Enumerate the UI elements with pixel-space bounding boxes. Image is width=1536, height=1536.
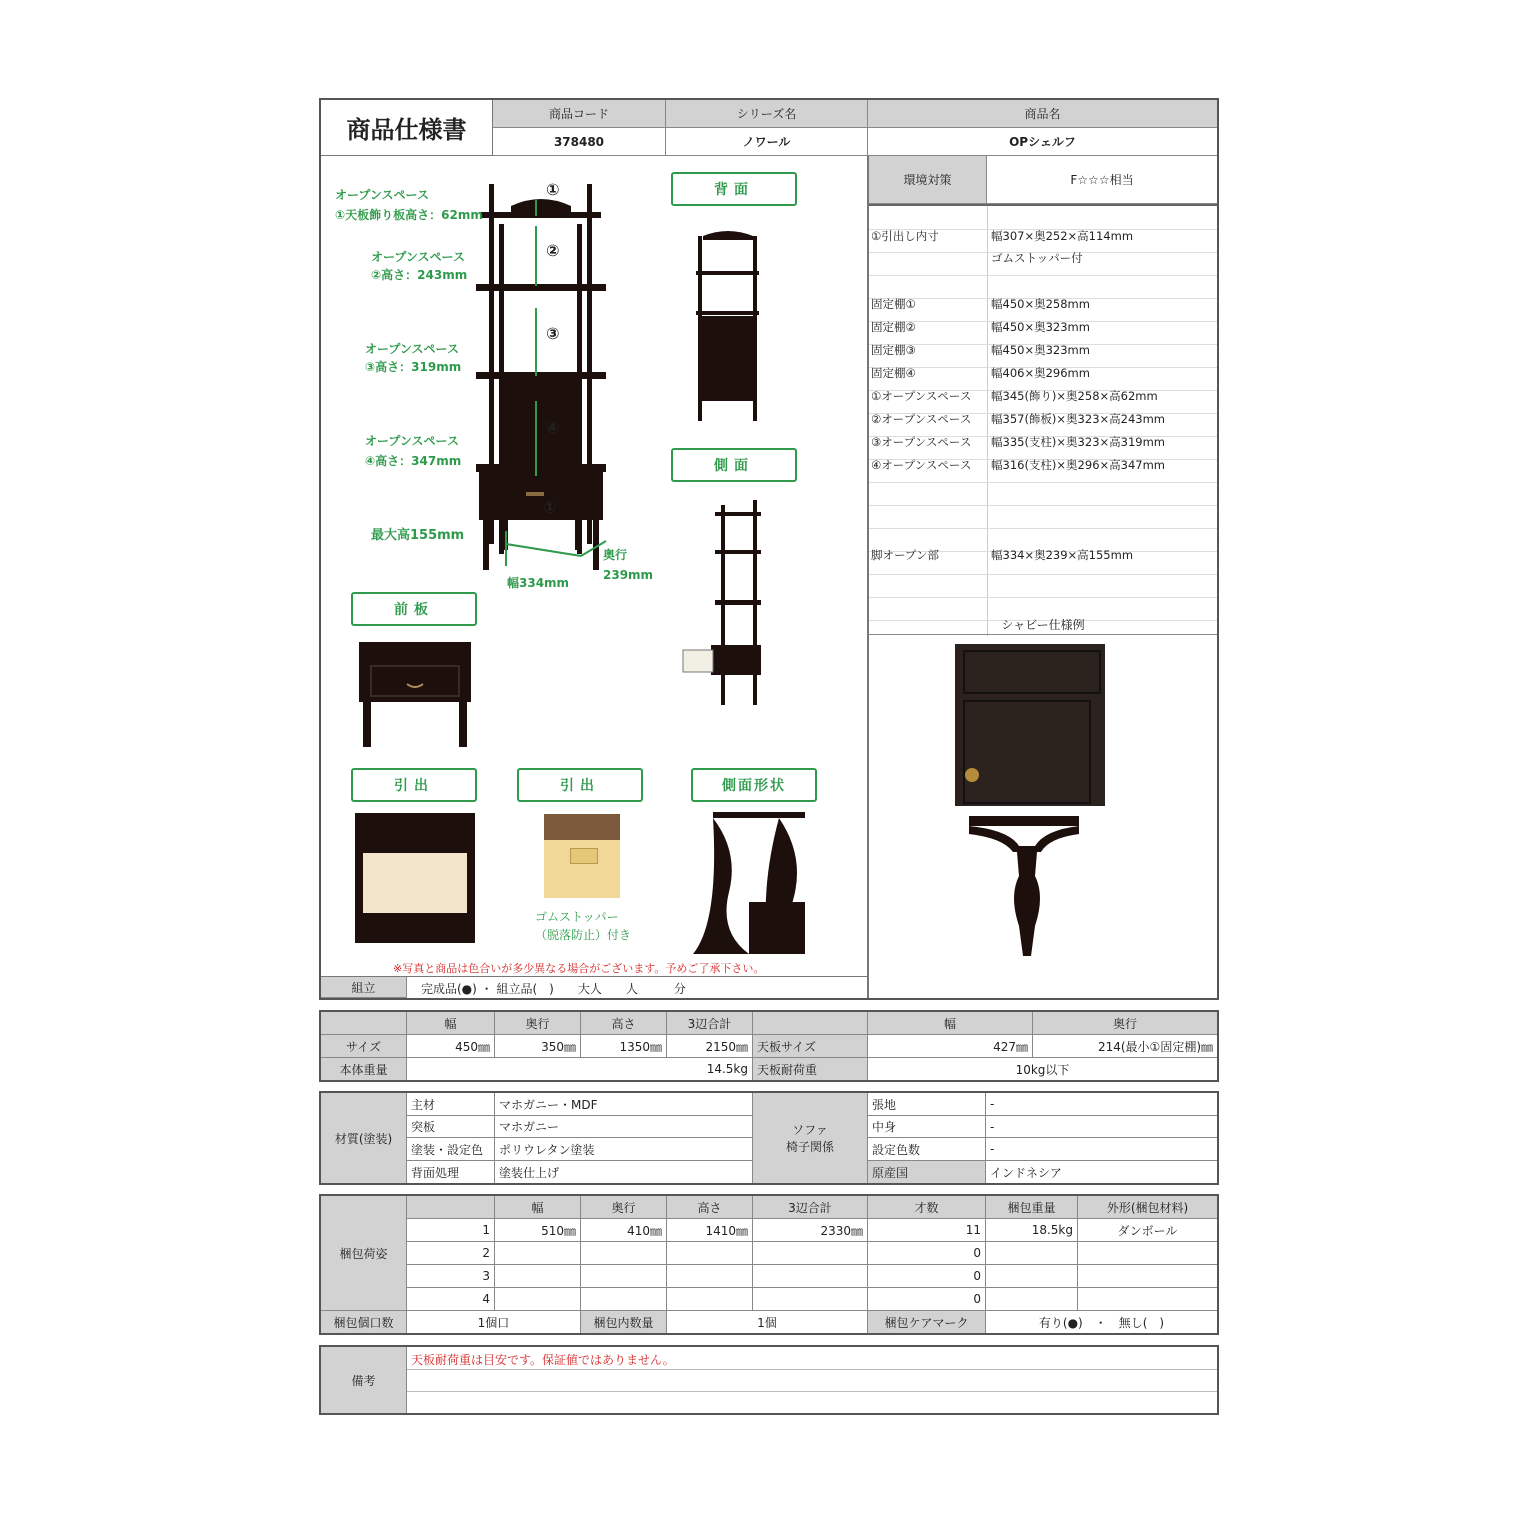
pack-row1-weight: 18.5kg [986,1219,1078,1242]
pack-header-height: 高さ [667,1196,753,1219]
open3-title: オープンスペース [365,342,459,356]
stopper-title: ゴムストッパー [535,910,619,924]
shabby-label: シャビー仕様例 [1001,618,1085,632]
top-depth: 214(最小①固定棚)㎜ [1033,1035,1217,1058]
material-key-back: 背面処理 [407,1161,495,1183]
product-name: OPシェルフ [868,128,1217,156]
sofa-label [753,1093,868,1183]
open4-title: オープンスペース [365,434,459,448]
spec-key-drawer: ①引出し内寸 [871,229,939,243]
depth-label: 奥行 [603,548,628,562]
open2-height: ②高さ：243mm [371,268,468,282]
size-header-width: 幅 [407,1012,495,1035]
spec-val-leg: 幅334×奥239×高155mm [991,548,1134,562]
size-width: 450㎜ [407,1035,495,1058]
label-drawer-2: 引出 [517,768,643,802]
drawer-image [355,813,475,943]
label-side: 側面 [671,448,797,482]
spec-val-shelf1: 幅450×奥258mm [991,297,1090,311]
depth-value: 239mm [603,568,654,582]
assembly-text: 完成品(●) ・ 組立品( ) 大人 人 分 [421,982,686,996]
side-shape-image [689,812,805,954]
spec-key-shelf4: 固定棚④ [871,366,916,380]
back-view-image [693,226,763,421]
material-val-veneer: マホガニー [495,1116,753,1138]
label-side-shape: 側面形状 [691,768,817,802]
spec-key-shelf2: 固定棚② [871,320,916,334]
open3-height: ③高さ：319mm [365,360,462,374]
spec-key-shelf1: 固定棚① [871,297,916,311]
spec-val-shelf4: 幅406×奥296mm [991,366,1090,380]
size-label: サイズ [321,1035,407,1058]
pack-header-sai: 才数 [868,1196,986,1219]
spec-key-leg: 脚オープン部 [871,548,939,562]
diagram-mark-1: ① [546,180,560,199]
stopper-subtitle: （脱落防止）付き [535,928,632,942]
sofa-val-origin: インドネシア [990,1165,1062,1180]
pack-header-depth: 奥行 [581,1196,667,1219]
size-header-depth: 奥行 [495,1012,581,1035]
pack-count-label: 梱包個口数 [321,1311,407,1333]
measurement-arrows [481,196,641,596]
pack-header-width: 幅 [495,1196,581,1219]
size-total: 2150㎜ [667,1035,753,1058]
material-key-paint: 塗装・設定色 [407,1138,495,1161]
pack-care-value: 有り(●) ・ 無し( ) [1038,1315,1165,1330]
pack-row1-material: ダンボール [1078,1219,1217,1242]
sofa-key-colors: 設定色数 [868,1138,986,1161]
spec-val-open1: 幅345(飾り)×奥258×高62mm [991,389,1158,403]
remarks-text: 天板耐荷重は目安です。保証値ではありません。 [411,1353,675,1367]
pack-row1-sai: 11 [868,1219,986,1242]
pack-row3-sai: 0 [868,1265,986,1288]
spec-key-shelf3: 固定棚③ [871,343,916,357]
top-header-depth: 奥行 [1033,1012,1217,1035]
color-notice: ※写真と商品は色合いが多少異なる場合がございます。予めご了承下さい。 [393,962,765,975]
open1-height: ①天板飾り板高さ：62mm [335,208,483,222]
env-label: 環境対策 [869,156,987,204]
spec-key-open3: ③オープンスペース [871,435,972,449]
pack-header-weight: 梱包重量 [986,1196,1078,1219]
size-header-height: 高さ [581,1012,667,1035]
pack-row1-total: 2330㎜ [753,1219,868,1242]
env-value: F☆☆☆相当 [987,156,1217,204]
weight-label: 本体重量 [321,1058,407,1080]
spec-val-shelf3: 幅450×奥323mm [991,343,1090,357]
sofa-key-fabric: 張地 [868,1093,986,1116]
open2-title: オープンスペース [371,250,465,264]
pack-row1-depth: 410㎜ [581,1219,667,1242]
label-drawer-1: 引出 [351,768,477,802]
side-view-image [681,500,771,705]
material-key-veneer: 突板 [407,1116,495,1138]
sofa-key-origin: 原産国 [868,1161,986,1183]
spec-val-shelf2: 幅450×奥323mm [991,320,1090,334]
material-val-back: 塗装仕上げ [495,1161,753,1183]
top-load-value: 10kg以下 [1015,1062,1070,1077]
remarks-label: 備考 [321,1347,407,1413]
material-val-paint: ポリウレタン塗装 [495,1138,753,1161]
sofa-label-1: ソファ [792,1123,828,1137]
spec-val-open3: 幅335(支柱)×奥323×高319mm [991,435,1165,449]
size-header-total: 3辺合計 [667,1012,753,1035]
top-load-label: 天板耐荷重 [753,1058,868,1080]
name-label: 商品名 [868,100,1217,128]
diagram-mark-3: ③ [546,324,560,343]
diagram-mark-4: ④ [546,418,560,437]
open4-height: ④高さ：347mm [365,454,462,468]
spec-val-stopper: ゴムストッパー付 [991,251,1083,265]
spec-sheet-top [319,98,1219,1000]
spec-val-open2: 幅357(飾板)×奥323×高243mm [991,412,1165,426]
pack-row1-no: 1 [407,1219,495,1242]
stopper-image [544,814,620,898]
series-name: ノワール [666,128,868,156]
spec-val-drawer: 幅307×奥252×高114mm [991,229,1134,243]
pack-row4-sai: 0 [868,1288,986,1311]
sofa-val-filling: - [986,1116,1217,1138]
pack-inner-value: 1個 [667,1311,868,1333]
pack-header-material: 外形(梱包材料) [1078,1196,1217,1219]
spec-val-open4: 幅316(支柱)×奥296×高347mm [991,458,1165,472]
product-code: 378480 [493,128,666,156]
pack-count-value: 1個口 [407,1311,581,1333]
top-header-width: 幅 [868,1012,1033,1035]
sofa-key-filling: 中身 [868,1116,986,1138]
pack-row2-no: 2 [407,1242,495,1265]
spec-key-open4: ④オープンスペース [871,458,972,472]
diagram-mark-2: ② [546,241,560,260]
weight-value: 14.5kg [407,1058,753,1080]
top-size-label: 天板サイズ [753,1035,868,1058]
sofa-val-fabric: - [986,1093,1217,1116]
sofa-val-colors: - [986,1138,1217,1161]
material-key-main: 主材 [407,1093,495,1116]
code-label: 商品コード [493,100,666,128]
pack-row1-width: 510㎜ [495,1219,581,1242]
pack-row2-sai: 0 [868,1242,986,1265]
shabby-sample-image [955,644,1105,806]
width-label: 幅334mm [507,576,570,590]
pack-row1-height: 1410㎜ [667,1219,753,1242]
pack-header-total: 3辺合計 [753,1196,868,1219]
pack-row4-no: 4 [407,1288,495,1311]
spec-key-open2: ②オープンスペース [871,412,972,426]
pack-care-label: 梱包ケアマーク [868,1311,986,1333]
assembly-label: 組立 [321,977,407,998]
max-height-label: 最大高155mm [371,528,465,543]
pack-inner-label: 梱包内数量 [581,1311,667,1333]
top-width: 427㎜ [868,1035,1033,1058]
spec-key-open1: ①オープンスペース [871,389,972,403]
packing-label: 梱包荷姿 [321,1196,407,1311]
material-label: 材質(塗装) [321,1093,407,1183]
front-panel-image [359,642,471,747]
diagram-mark-drawer: ① [543,498,557,517]
label-front: 前板 [351,592,477,626]
remarks-table [319,1345,1219,1415]
page-title: 商品仕様書 [321,100,493,156]
material-val-main: マホガニー・MDF [495,1093,753,1116]
packing-table [319,1194,1219,1335]
assembly-row [321,976,867,998]
size-table [319,1010,1219,1082]
open1-title: オープンスペース [335,188,429,202]
material-table [319,1091,1219,1185]
pack-row3-no: 3 [407,1265,495,1288]
series-label: シリーズ名 [666,100,868,128]
sofa-label-2: 椅子関係 [785,1140,834,1154]
diagram-area [321,156,867,976]
size-height: 1350㎜ [581,1035,667,1058]
size-depth: 350㎜ [495,1035,581,1058]
leg-sample-image [969,816,1079,961]
spec-area [869,156,1217,998]
label-back: 背面 [671,172,797,206]
